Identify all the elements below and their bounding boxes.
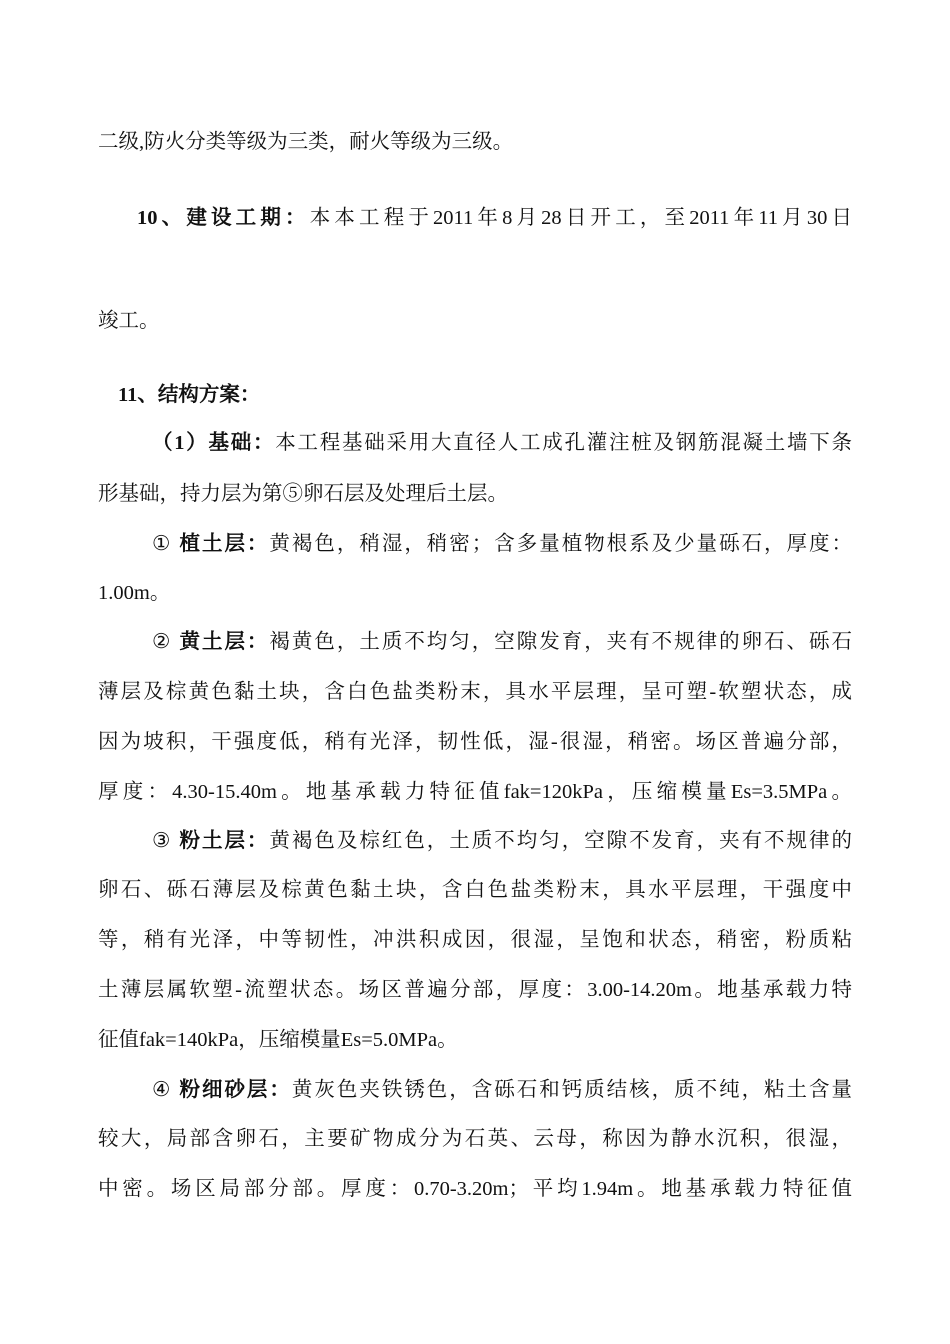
list-marker: ② — [152, 631, 173, 653]
line-text: 本本工程于2011年8月28日开工，至2011年11月30日 — [309, 207, 852, 229]
paragraph-line — [137, 203, 852, 233]
line-text: 本工程基础采用大直径人工成孔灌注桩及钢筋混凝土墙下条 — [275, 432, 852, 454]
line-text: 黄灰色夹铁锈色，含砾石和钙质结核，质不纯，粘土含量 — [291, 1079, 852, 1101]
section-heading: 11、结构方案： — [118, 384, 261, 406]
paragraph-line — [152, 826, 852, 856]
line-text: 黄褐色及棕红色，土质不均匀，空隙不发育，夹有不规律的 — [269, 830, 852, 852]
layer-heading: 植土层： — [179, 533, 270, 555]
line-text: 褐黄色，土质不均匀，空隙发育，夹有不规律的卵石、砾石 — [269, 631, 852, 653]
paragraph-line — [152, 627, 852, 657]
line-text: 竣工。 — [98, 310, 160, 332]
list-marker: ① — [152, 533, 173, 555]
line-text: 土薄层属软塑-流塑状态。场区普遍分部，厚度：3.00-14.20m。地基承载力特 — [98, 979, 852, 1001]
section-heading: 10、建设工期： — [137, 207, 310, 229]
line-text: 卵石、砾石薄层及棕黄色黏土块，含白色盐类粉末，具水平层理，干强度中 — [98, 879, 852, 901]
paragraph-line — [98, 677, 852, 707]
paragraph-line — [152, 529, 852, 559]
paragraph-line — [118, 380, 852, 410]
list-marker: ④ — [152, 1079, 173, 1101]
list-marker: ③ — [152, 830, 173, 852]
paragraph-line — [98, 875, 852, 905]
line-text: 等，稍有光泽，中等韧性，冲洪积成因，很湿，呈饱和状态，稍密，粉质粘 — [98, 929, 852, 951]
line-text: 中密。场区局部分部。厚度：0.70-3.20m；平均1.94m。地基承载力特征值 — [98, 1178, 852, 1200]
paragraph-line — [98, 975, 852, 1005]
paragraph-line — [98, 578, 852, 608]
paragraph-line — [98, 306, 852, 336]
line-text: 二级,防火分类等级为三类，耐火等级为三级。 — [98, 131, 514, 153]
line-text: 1.00m。 — [98, 582, 171, 604]
line-text: 黄褐色，稍湿，稍密；含多量植物根系及少量砾石，厚度： — [269, 533, 852, 555]
line-text: 形基础，持力层为第⑤卵石层及处理后土层。 — [98, 483, 508, 505]
line-text: 厚度：4.30-15.40m。地基承载力特征值fak=120kPa，压缩模量Es=3.5MPa。 — [98, 781, 852, 803]
layer-heading: 黄土层： — [179, 631, 270, 653]
paragraph-line — [98, 777, 852, 807]
paragraph-line — [98, 127, 852, 157]
line-text: 较大，局部含卵石，主要矿物成分为石英、云母，称因为静水沉积，很湿， — [98, 1128, 852, 1150]
paragraph-line — [98, 479, 852, 509]
paragraph-line — [98, 925, 852, 955]
paragraph-line — [98, 1124, 852, 1154]
subsection-heading: （1）基础： — [152, 432, 276, 454]
paragraph-line — [98, 1025, 852, 1055]
paragraph-line — [152, 428, 852, 458]
paragraph-line — [98, 727, 852, 757]
layer-heading: 粉土层： — [179, 830, 270, 852]
line-text: 薄层及棕黄色黏土块，含白色盐类粉末，具水平层理，呈可塑-软塑状态，成 — [98, 681, 852, 703]
paragraph-line — [152, 1075, 852, 1105]
line-text: 因为坡积，干强度低，稍有光泽，韧性低，湿-很湿，稍密。场区普遍分部， — [98, 731, 852, 753]
layer-heading: 粉细砂层： — [179, 1079, 292, 1101]
paragraph-line — [98, 1174, 852, 1204]
line-text: 征值fak=140kPa，压缩模量Es=5.0MPa。 — [98, 1029, 458, 1051]
